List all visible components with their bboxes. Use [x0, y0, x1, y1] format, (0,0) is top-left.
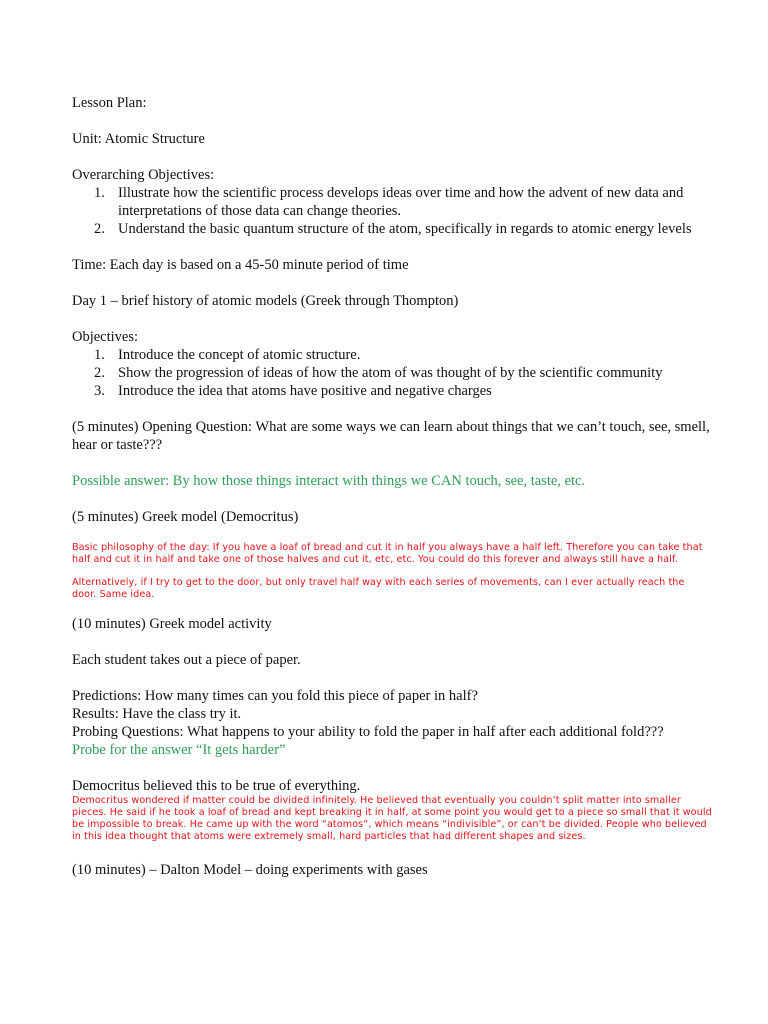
- list-item: 2. Understand the basic quantum structure of the atom, specifically in regards to atomic energy levels: [94, 221, 692, 237]
- objectives-heading: Objectives:: [72, 329, 139, 345]
- overarching-list: [72, 184, 712, 238]
- day1-heading: Day 1 – brief history of atomic models (Greek through Thompton): [72, 293, 459, 309]
- overarching-heading: Overarching Objectives:: [72, 167, 215, 183]
- time-line: Time: Each day is based on a 45-50 minute period of time: [72, 257, 409, 273]
- document-page: [72, 94, 712, 879]
- probing-line: Probing Questions: What happens to your ability to fold the paper in half after each additional fold???: [72, 724, 664, 740]
- democritus-note: Democritus wondered if matter could be divided infinitely. He believed that eventually you couldn’t split matter into smaller pieces. He said if he took a loaf of bread and kept breaking it in half, at some point you would get to a piece so small that it would be impossible to break. He came up with the word “atomos”, which means “indivisible”, or can’t be divided. People who believed in this idea thought that atoms were extremely small, hard particles that had different shapes and sizes.: [72, 795, 712, 842]
- dalton-heading: (10 minutes) – Dalton Model – doing experiments with gases: [72, 862, 428, 878]
- predictions-line: Predictions: How many times can you fold this piece of paper in half?: [72, 688, 478, 704]
- democritus-belief: Democritus believed this to be true of everything.: [72, 778, 361, 794]
- list-item: 1. Illustrate how the scientific process develops ideas over time and how the advent of new data and interpretations of those data can change theories.: [94, 185, 684, 219]
- unit-line: Unit: Atomic Structure: [72, 131, 205, 147]
- list-item: 1. Introduce the concept of atomic structure.: [94, 347, 361, 363]
- greek-model-heading: (5 minutes) Greek model (Democritus): [72, 509, 299, 525]
- greek-activity-heading: (10 minutes) Greek model activity: [72, 616, 272, 632]
- philosophy-note: Basic philosophy of the day: If you have a loaf of bread and cut it in half you always have a half left. Therefore you can take that half and cut it in half and take one of those halves and cut it, etc, etc. You could do this forever and always still have a half.: [72, 542, 703, 565]
- list-item: 2. Show the progression of ideas of how the atom of was thought of by the scientific community: [94, 365, 663, 381]
- objectives-list: [72, 346, 712, 400]
- list-item: 3. Introduce the idea that atoms have positive and negative charges: [94, 383, 492, 399]
- alternative-note: Alternatively, if I try to get to the door, but only travel half way with each series of movements, can I ever actually reach the door. Same idea.: [72, 577, 685, 600]
- probe-answer: Probe for the answer “It gets harder”: [72, 742, 286, 758]
- paper-line: Each student takes out a piece of paper.: [72, 652, 301, 668]
- possible-answer: Possible answer: By how those things interact with things we CAN touch, see, taste, etc.: [72, 473, 586, 489]
- lesson-title: Lesson Plan:: [72, 95, 147, 111]
- opening-question: (5 minutes) Opening Question: What are some ways we can learn about things that we can’t touch, see, smell, hear or taste???: [72, 419, 710, 453]
- results-line: Results: Have the class try it.: [72, 706, 242, 722]
